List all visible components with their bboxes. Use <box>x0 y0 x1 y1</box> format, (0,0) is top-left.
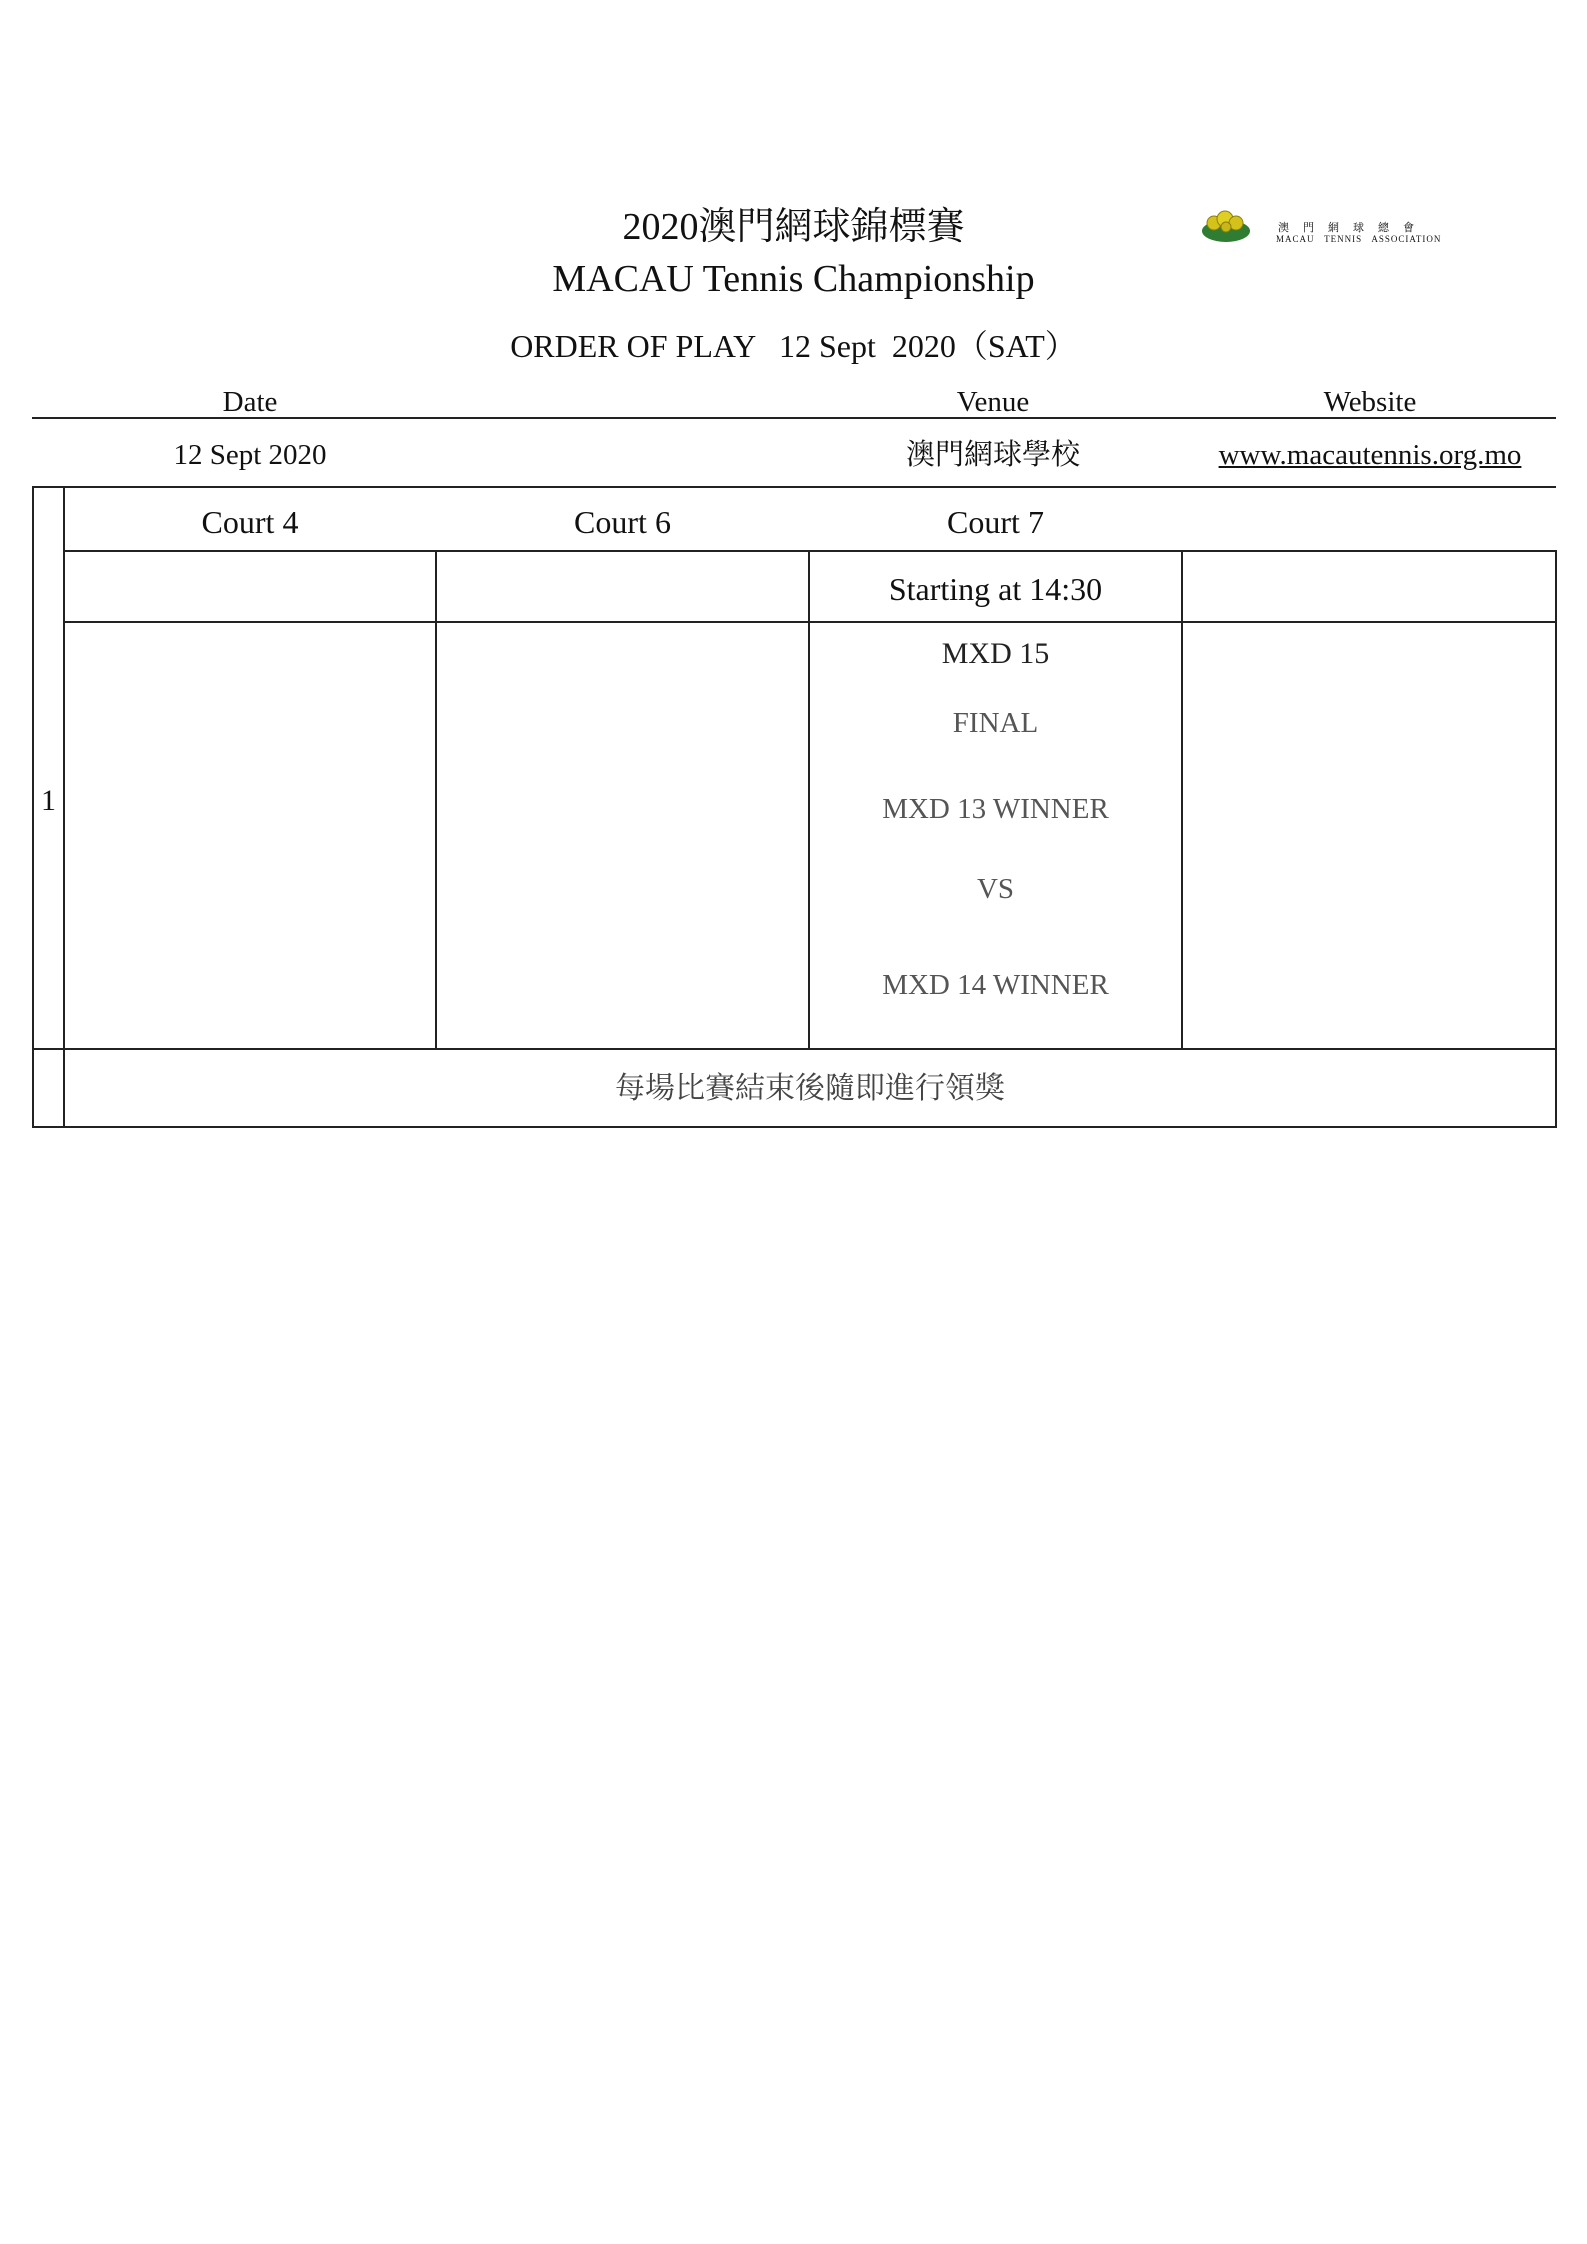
start-time: Starting at 14:30 <box>888 571 1103 607</box>
match-versus: VS <box>976 873 1015 905</box>
match-row-divider <box>32 1048 1557 1050</box>
order-of-play-heading: ORDER OF PLAY 12 Sept 2020（SAT） <box>510 328 1077 364</box>
row-number-divider <box>63 486 65 1128</box>
match-player-b: MXD 14 WINNER <box>882 969 1109 1001</box>
match-round: FINAL <box>952 707 1039 739</box>
court-header-divider <box>63 550 1557 552</box>
row-number: 1 <box>41 784 56 817</box>
website-link[interactable]: www.macautennis.org.mo <box>1218 439 1522 471</box>
tennis-ball-logo-icon <box>1200 205 1260 245</box>
court-header: Court 4 <box>201 504 299 540</box>
header-divider <box>32 417 1556 419</box>
date-value: 12 Sept 2020 <box>173 439 327 471</box>
venue-value: 澳門網球學校 <box>905 439 1080 471</box>
venue-label: Venue <box>956 386 1030 418</box>
award-ceremony-note: 每場比賽結束後隨即進行領獎 <box>615 1072 1005 1105</box>
date-label: Date <box>222 386 278 418</box>
website-label: Website <box>1323 386 1417 418</box>
page-title-chinese: 2020澳門網球錦標賽 <box>622 206 965 248</box>
table-border-bottom <box>32 1126 1557 1128</box>
logo-text-chinese: 澳門網球總會 <box>1278 222 1428 234</box>
match-player-a: MXD 13 WINNER <box>882 793 1109 825</box>
start-time-divider <box>63 621 1557 623</box>
table-border-right <box>1555 550 1557 1128</box>
court-column-divider <box>1181 550 1183 1049</box>
court-header: Court 7 <box>947 504 1044 540</box>
page-title-english: MACAU Tennis Championship <box>552 258 1035 300</box>
court-header: Court 6 <box>574 504 671 540</box>
info-divider <box>32 486 1556 488</box>
match-id: MXD 15 <box>941 637 1050 670</box>
court-column-divider <box>435 550 437 1049</box>
logo-text-english: MACAU TENNIS ASSOCIATION <box>1276 234 1442 244</box>
